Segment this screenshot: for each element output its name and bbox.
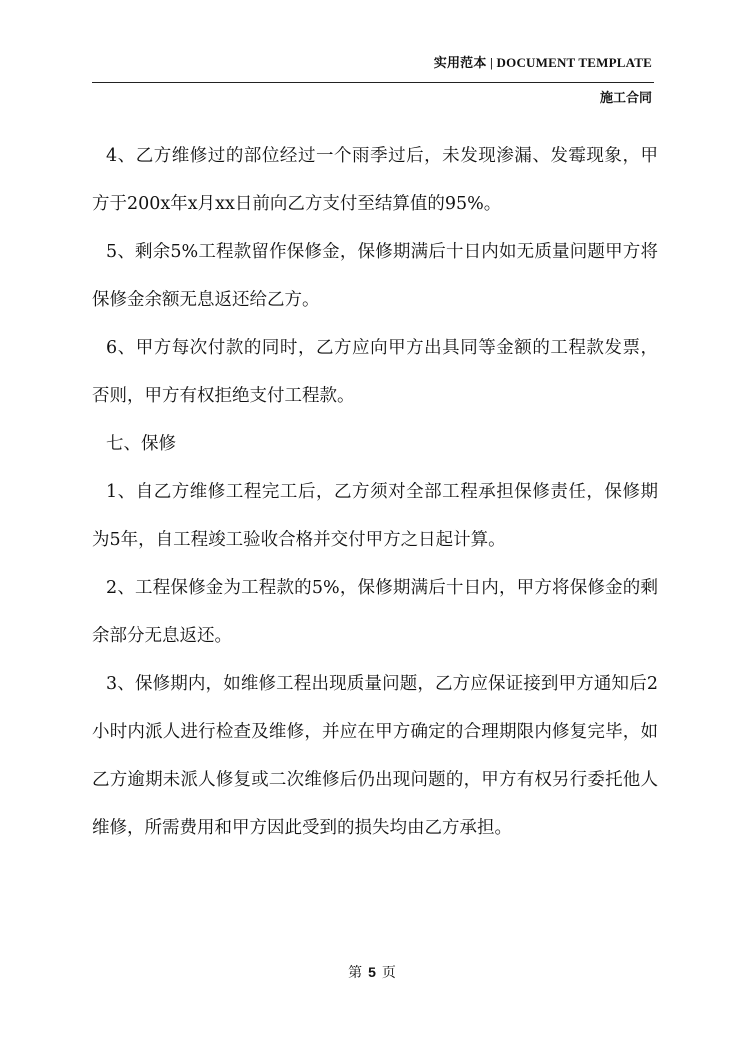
paragraph-clause-4: 4、乙方维修过的部位经过一个雨季过后，未发现渗漏、发霉现象，甲方于200x年x月xx日前向乙方支付至结算值的95%。: [92, 146, 658, 214]
paragraph-warranty-3: 3、保修期内，如维修工程出现质量问题，乙方应保证接到甲方通知后2小时内派人进行检查及维修，并应在甲方确定的合理期限内修复完毕，如乙方逾期未派人修复或二次维修后仍出现问题的，甲方有权另行委托他人维修，所需费用和甲方因此受到的损失均由乙方承担。: [92, 674, 658, 838]
paragraph-warranty-1: 1、自乙方维修工程完工后，乙方须对全部工程承担保修责任，保修期为5年，自工程竣工验收合格并交付甲方之日起计算。: [92, 482, 658, 550]
footer-suffix: 页: [381, 965, 396, 981]
header-divider: [92, 82, 654, 83]
header-brand: 实用范本 | DOCUMENT TEMPLATE: [433, 55, 652, 70]
footer-prefix: 第: [348, 965, 363, 981]
paragraph-warranty-2: 2、工程保修金为工程款的5%，保修期满后十日内，甲方将保修金的剩余部分无息返还。: [92, 578, 658, 646]
paragraph-clause-6: 6、甲方每次付款的同时，乙方应向甲方出具同等金额的工程款发票，否则，甲方有权拒绝支付工程款。: [92, 338, 658, 406]
section-heading-warranty: 七、保修: [106, 434, 176, 454]
document-title: 施工合同: [599, 91, 652, 106]
page-footer: [0, 962, 744, 982]
page-number: 5: [368, 964, 376, 980]
paragraph-clause-5: 5、剩余5%工程款留作保修金，保修期满后十日内如无质量问题甲方将保修金余额无息返还给乙方。: [92, 242, 658, 310]
contract-body: [92, 132, 658, 852]
